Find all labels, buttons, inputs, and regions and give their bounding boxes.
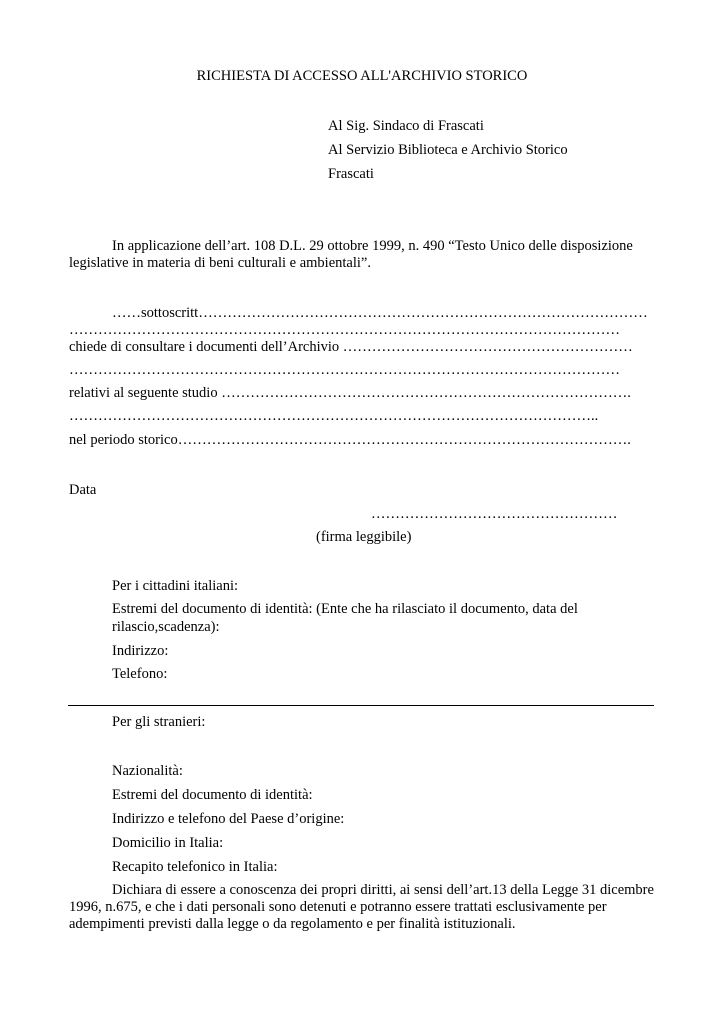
italian-phone-label: Telefono:: [112, 666, 168, 682]
italian-id-document-line1: Estremi del documento di identità: (Ente che ha rilasciato il documento, data del: [112, 601, 578, 617]
signature-line: ……………………………………………: [371, 506, 618, 522]
italian-id-document-line2: rilascio,scadenza):: [112, 619, 220, 635]
recipient-mayor: Al Sig. Sindaco di Frascati: [328, 118, 484, 134]
foreign-italy-phone-label: Recapito telefonico in Italia:: [112, 859, 278, 875]
form-line-blank: ……………………………………………………………………………………………………: [69, 362, 620, 378]
foreigners-heading: Per gli stranieri:: [112, 714, 206, 730]
form-line-blank: ……………………………………………………………………………………………………: [69, 322, 620, 338]
date-label: Data: [69, 482, 97, 498]
foreign-id-document-label: Estremi del documento di identità:: [112, 787, 313, 803]
form-line-period: nel periodo storico………………………………………………………………………………….: [69, 432, 631, 448]
signature-label: (firma leggibile): [316, 529, 412, 545]
form-line-archive-request: chiede di consultare i documenti dell’Archivio ……………………………………………………: [69, 339, 633, 355]
privacy-statement: Dichiara di essere a conoscenza dei propri diritti, ai sensi dell’art.13 della Legge 31 dicembre 1996, n.675, e che i dati personali sono detenuti e potranno essere trattati esclusivamente per adempimenti previsti dalla legge o da regolamento e per finalità istituzionali.: [69, 882, 654, 932]
foreign-origin-contact-label: Indirizzo e telefono del Paese d’origine:: [112, 811, 345, 827]
recipient-city: Frascati: [328, 166, 374, 182]
italian-citizens-heading: Per i cittadini italiani:: [112, 578, 239, 594]
section-divider: [68, 705, 654, 706]
form-line-undersigned: ……sottoscritt…………………………………………………………………………………: [112, 305, 648, 321]
form-line-study: relativi al seguente studio ………………………………………………………………………….: [69, 385, 631, 401]
italian-address-label: Indirizzo:: [112, 643, 169, 659]
recipient-library-service: Al Servizio Biblioteca e Archivio Storico: [328, 142, 568, 158]
intro-paragraph: In applicazione dell’art. 108 D.L. 29 ottobre 1999, n. 490 “Testo Unico delle disposizione legislative in materia di beni culturali e ambientali”.: [69, 238, 633, 271]
foreign-domicile-label: Domicilio in Italia:: [112, 835, 224, 851]
form-line-blank: ………………………………………………………………………………………………..: [69, 408, 599, 424]
document-title: RICHIESTA DI ACCESSO ALL'ARCHIVIO STORICO: [196, 68, 528, 84]
foreign-nationality-label: Nazionalità:: [112, 763, 183, 779]
